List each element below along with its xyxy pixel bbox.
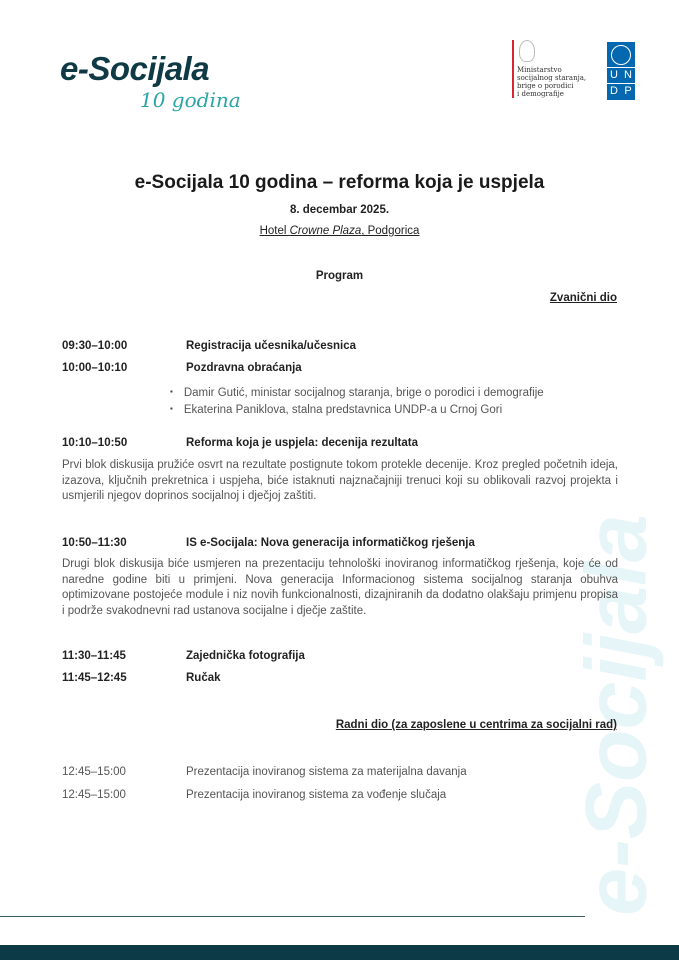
agenda-time: 11:30–11:45 xyxy=(62,650,126,662)
agenda-row xyxy=(62,437,418,449)
working-section-heading: Radni dio (za zaposlene u centrima za socijalni rad) xyxy=(335,719,617,731)
agenda-row xyxy=(62,362,302,374)
working-title: Prezentacija inoviranog sistema za vođenje slučaja xyxy=(186,789,447,801)
speaker-item: ▪ Damir Gutić, ministar socijalnog staranja, brige o porodici i demografije xyxy=(170,384,544,401)
official-section-heading: Zvanični dio xyxy=(549,292,617,304)
ministry-logo xyxy=(512,40,586,98)
venue-hotel: Crowne Plaza xyxy=(289,225,362,237)
agenda-time: 10:00–10:10 xyxy=(62,362,128,374)
watermark: e-Socijala xyxy=(568,514,665,916)
session-description: Prvi blok diskusija pružiće osvrt na rezultate postignute tokom protekle decenije. Kroz pregled početnih ideja, izazova, ključnih prekretnica i uspjeha, biće istaknuti najznačajniji trenuci koji su oblikovali razvoj projekta i usmjerili njegov doprinos socijalnoj i dječjoj zaštiti. xyxy=(62,459,618,502)
program-heading: Program xyxy=(315,270,364,282)
speaker-list xyxy=(170,384,544,418)
ministry-name: Ministarstvo socijalnog staranja, brige o porodici i demografije xyxy=(517,66,587,98)
agenda-title: Registracija učesnika/učesnica xyxy=(186,340,357,352)
logo-subtitle: 10 godina xyxy=(140,88,241,112)
agenda-time: 11:45–12:45 xyxy=(62,672,127,684)
agenda-title: IS e-Socijala: Nova generacija informatičkog rješenja xyxy=(186,537,475,549)
undp-letter: P xyxy=(621,83,635,99)
session-description: Drugi blok diskusija biće usmjeren na prezentaciju tehnološki inoviranog informatičkog rješenja, koje će od naredne godine biti u primjeni. Nova generacija Informacionog sistema socijalnog staranja obuhva optimizovane postojeće module i niz novih funkcionalnosti, dizajniranih da dodatno olakšaju primjenu propisa i podrže svakodnevni rad ustanova socijalne i dječje zaštite. xyxy=(62,558,618,617)
agenda-title: Pozdravna obraćanja xyxy=(186,362,302,374)
working-row xyxy=(62,766,467,778)
agenda-time: 09:30–10:00 xyxy=(62,340,128,352)
venue-prefix: Hotel xyxy=(259,225,290,237)
undp-logo xyxy=(607,42,635,100)
working-title: Prezentacija inoviranog sistema za materijalna davanja xyxy=(186,766,467,778)
agenda-row xyxy=(62,672,221,684)
agenda-title: Zajednička fotografija xyxy=(186,650,305,662)
page-title: e-Socijala 10 godina – reforma koja je uspjela xyxy=(134,172,545,193)
working-time: 12:45–15:00 xyxy=(62,766,126,778)
agenda-title: Ručak xyxy=(186,672,221,684)
event-venue xyxy=(0,225,679,237)
agenda-time: 10:10–10:50 xyxy=(62,437,128,449)
undp-letter: U xyxy=(607,67,621,83)
speaker-item: ▪ Ekaterina Paniklova, stalna predstavnica UNDP-a u Crnoj Gori xyxy=(170,401,544,418)
working-row xyxy=(62,789,446,801)
un-emblem-icon xyxy=(611,45,631,65)
agenda-row xyxy=(62,650,305,662)
agenda-row xyxy=(62,537,475,549)
agenda-time: 10:50–11:30 xyxy=(62,537,127,549)
undp-letter: D xyxy=(607,83,621,99)
divider xyxy=(0,916,585,917)
working-time: 12:45–15:00 xyxy=(62,789,126,801)
undp-letter: N xyxy=(621,67,635,83)
venue-suffix: , Podgorica xyxy=(361,225,420,237)
logo-title: e-Socijala xyxy=(60,50,210,87)
crest-icon xyxy=(519,40,535,62)
event-date: 8. decembar 2025. xyxy=(289,204,390,216)
footer-bar xyxy=(0,945,679,960)
agenda-row xyxy=(62,340,356,352)
agenda-title: Reforma koja je uspjela: decenija rezultata xyxy=(186,437,418,449)
